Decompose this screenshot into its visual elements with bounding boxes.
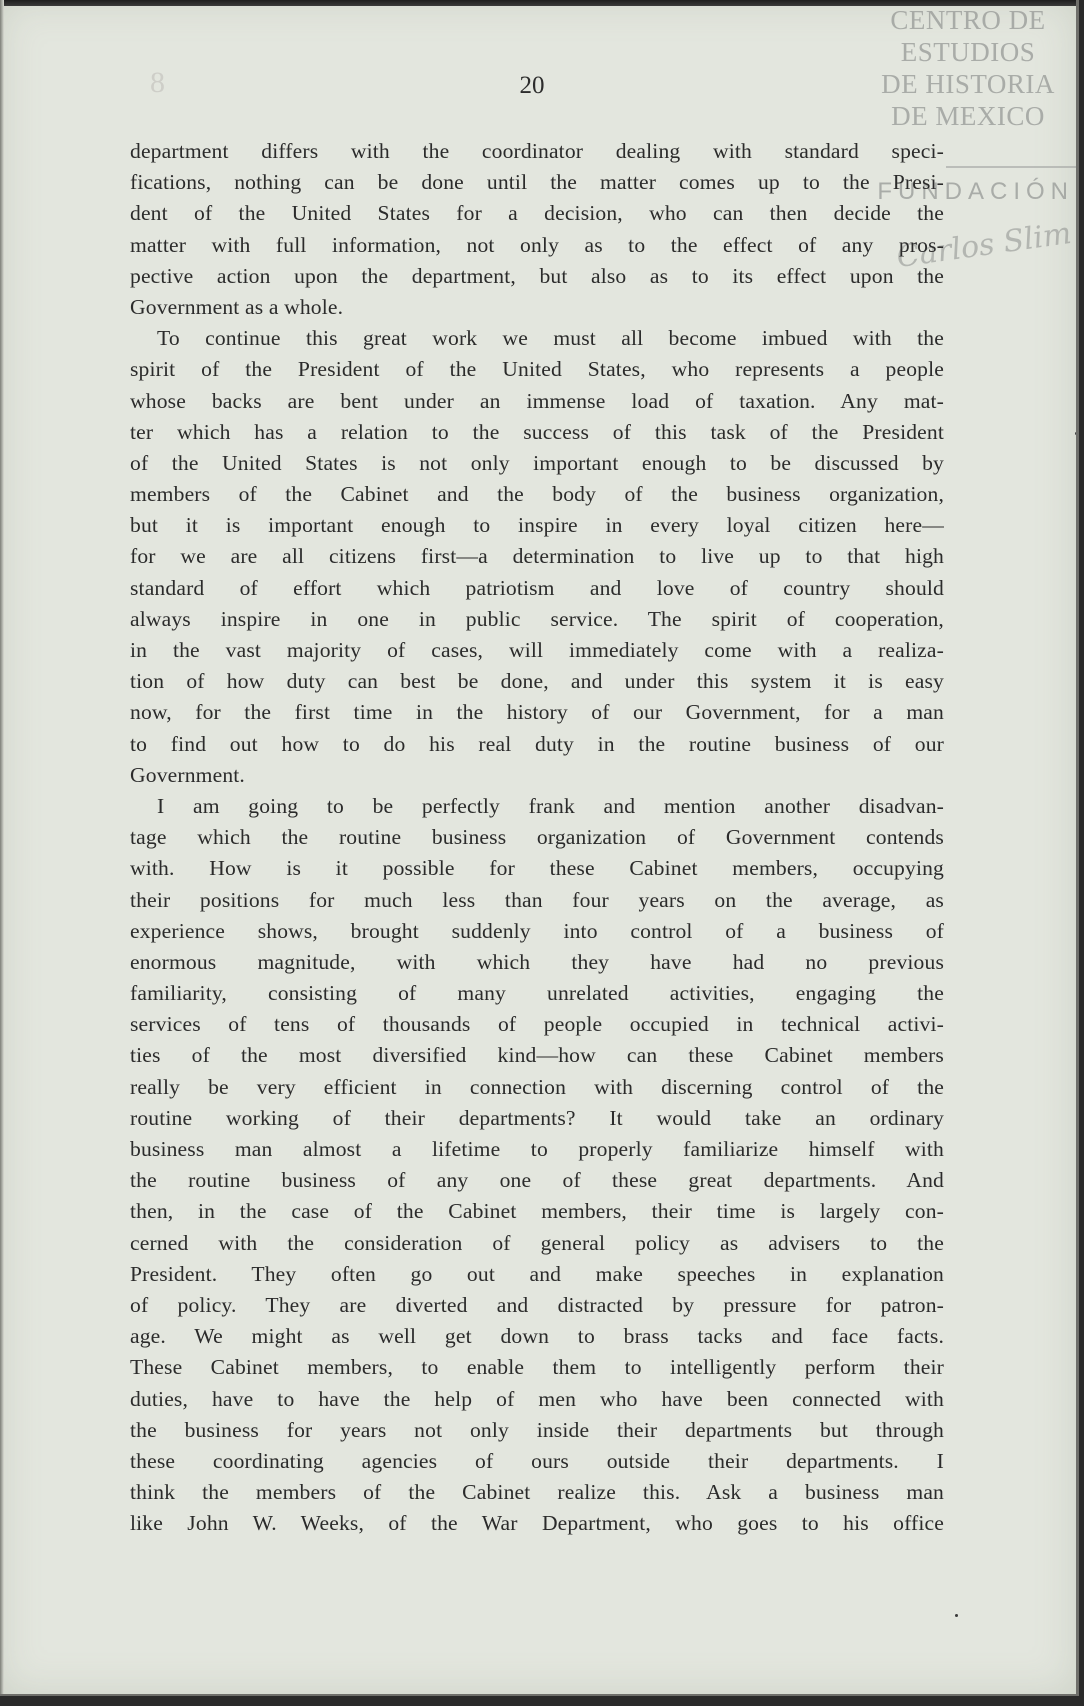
text-line: business man almost a lifetime to properly familiarize himself with xyxy=(130,1137,944,1161)
text-line: with. How is it possible for these Cabinet members, occupying xyxy=(130,856,944,881)
text-line: now, for the first time in the history of our Government, for a man xyxy=(130,700,944,725)
page-left-edge xyxy=(0,0,4,1694)
watermark-line: CENTRO DE xyxy=(890,5,1046,35)
text-line: of policy. They are diverted and distracted by pressure for patron- xyxy=(130,1292,944,1317)
watermark-rule xyxy=(946,166,1076,168)
text-line: but it is important enough to inspire in every loyal citizen here— xyxy=(130,513,944,538)
watermark-line: ESTUDIOS xyxy=(900,37,1036,67)
text-line: duties, have to have the help of men who have been connected with xyxy=(130,1386,944,1411)
text-line: in the vast majority of cases, will immediately come with a realiza- xyxy=(130,638,944,662)
text-line: These Cabinet members, to enable them to intelligently perform their xyxy=(130,1355,944,1380)
text-line: Government. xyxy=(130,762,245,787)
text-line: tion of how duty can best be done, and under this system it is easy xyxy=(130,669,944,694)
watermark-line: DE HISTORIA xyxy=(881,69,1055,99)
text-line: ties of the most diversified kind—how can these Cabinet members xyxy=(130,1043,944,1068)
text-line: members of the Cabinet and the body of the business organization, xyxy=(130,482,944,507)
text-line: services of tens of thousands of people occupied in technical activi- xyxy=(130,1012,944,1037)
text-line: ter which has a relation to the success of this task of the President xyxy=(130,419,944,444)
text-line: for we are all citizens first—a determination to live up to that high xyxy=(130,544,944,569)
text-line: these coordinating agencies of ours outside their departments. I xyxy=(130,1448,944,1473)
text-line: experience shows, brought suddenly into control of a business of xyxy=(130,918,944,943)
faint-pencil-mark: 8 xyxy=(150,66,165,99)
text-line: spirit of the President of the United States, who represents a people xyxy=(130,357,944,382)
body-text xyxy=(130,136,944,1539)
text-line: standard of effort which patriotism and love of country should xyxy=(130,575,944,600)
page-number: 20 xyxy=(519,72,545,99)
text-line: to find out how to do his real duty in the routine business of our xyxy=(130,731,944,756)
text-line: tage which the routine business organization of Government contends xyxy=(130,825,944,850)
text-line: matter with full information, not only as to the effect of any pros- xyxy=(130,232,944,257)
text-line: age. We might as well get down to brass tacks and face facts. xyxy=(130,1324,944,1349)
watermark-fundacion: FUNDACIÓN xyxy=(877,178,1074,205)
paper-speck xyxy=(1075,432,1078,435)
text-line: whose backs are bent under an immense load of taxation. Any mat- xyxy=(130,388,944,413)
text-line: familiarity, consisting of many unrelated activities, engaging the xyxy=(130,981,944,1006)
text-line: the business for years not only inside their departments but through xyxy=(130,1417,944,1442)
text-line: cerned with the consideration of general policy as advisers to the xyxy=(130,1230,944,1255)
text-line: their positions for much less than four years on the average, as xyxy=(130,887,944,912)
text-line: really be very efficient in connection with discerning control of the xyxy=(130,1074,944,1099)
text-line: routine working of their departments? It would take an ordinary xyxy=(130,1105,944,1130)
text-line: of the United States is not only important enough to be discussed by xyxy=(130,450,944,475)
text-line: like John W. Weeks, of the War Department, who goes to his office xyxy=(130,1511,944,1536)
text-line: pective action upon the department, but also as to its effect upon the xyxy=(130,263,944,288)
text-line: always inspire in one in public service. The spirit of cooperation, xyxy=(130,606,944,631)
text-line: I am going to be perfectly frank and mention another disadvan- xyxy=(157,793,944,818)
paper-speck xyxy=(955,1614,958,1617)
text-line: fications, nothing can be done until the matter comes up to the Presi- xyxy=(130,170,944,195)
text-line: think the members of the Cabinet realize this. Ask a business man xyxy=(130,1480,944,1505)
watermark-signature: Carlos Slim xyxy=(894,215,1074,276)
text-line: To continue this great work we must all become imbued with the xyxy=(157,326,944,351)
text-line: then, in the case of the Cabinet members, their time is largely con- xyxy=(130,1199,944,1224)
text-line: Government as a whole. xyxy=(130,294,344,319)
watermark-line: DE MEXICO xyxy=(891,101,1045,131)
text-line: department differs with the coordinator dealing with standard speci- xyxy=(130,139,944,163)
text-line: President. They often go out and make speeches in explanation xyxy=(130,1261,944,1286)
text-line: dent of the United States for a decision, who can then decide the xyxy=(130,201,944,226)
paper-speck xyxy=(1076,1270,1079,1273)
text-line: the routine business of any one of these great departments. And xyxy=(130,1168,944,1193)
text-line: enormous magnitude, with which they have had no previous xyxy=(130,949,944,974)
archive-watermark xyxy=(868,4,1068,132)
